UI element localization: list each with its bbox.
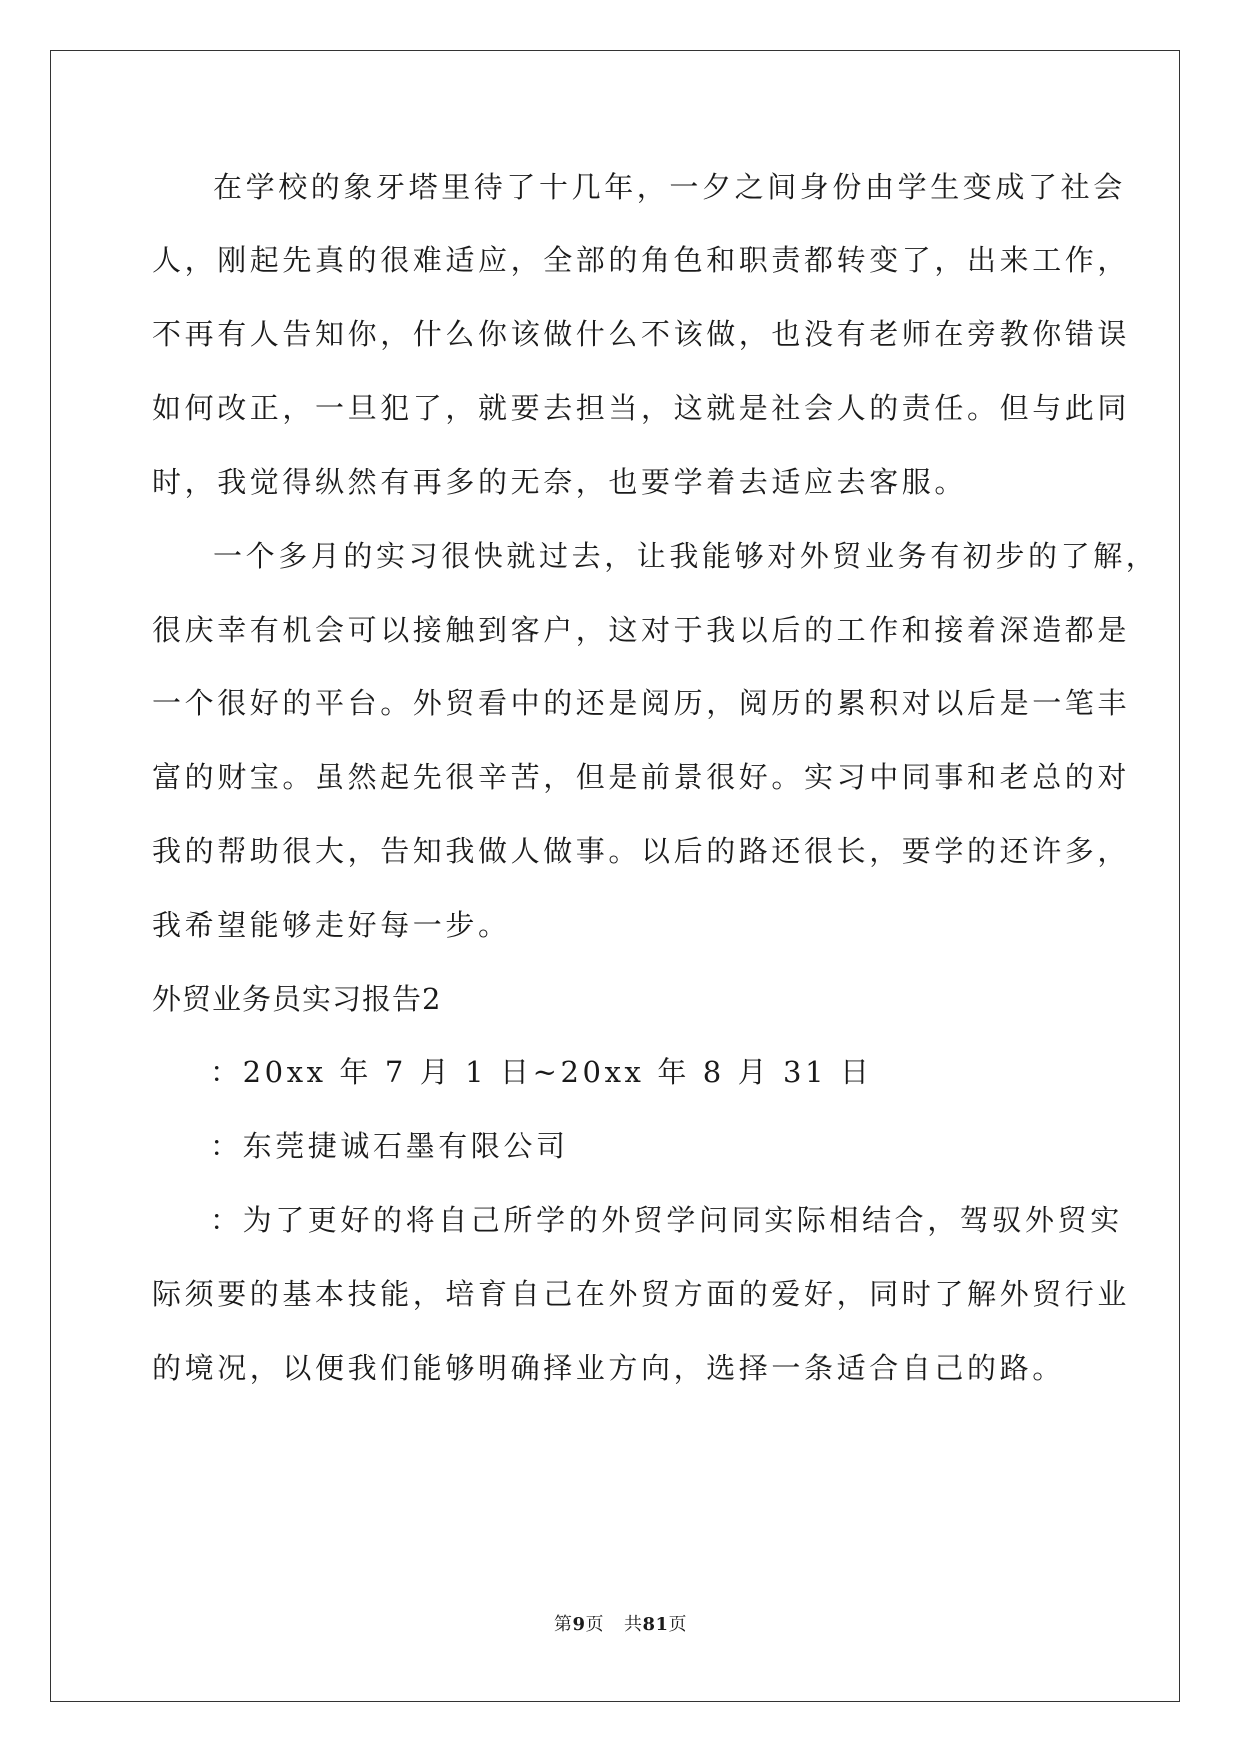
total-page-count: 81	[642, 1614, 669, 1635]
page-footer	[0, 1610, 1241, 1636]
footer-page-suffix: 页	[585, 1614, 604, 1635]
paragraph-2-line-3: 一个很好的平台。外贸看中的还是阅历，阅历的累积对以后是一笔丰	[152, 686, 1131, 720]
current-page-number: 9	[572, 1614, 586, 1635]
paragraph-3-line-2: 际须要的基本技能，培育自己在外贸方面的爱好，同时了解外贸行业	[152, 1277, 1131, 1311]
footer-prefix: 第	[553, 1614, 573, 1635]
paragraph-1-line-5: 时，我觉得纵然有再多的无奈，也要学着去适应去客服。	[152, 465, 968, 499]
section-heading: 外贸业务员实习报告2	[152, 982, 442, 1016]
paragraph-1-line-3: 不再有人告知你，什么你该做什么不该做，也没有老师在旁教你错误	[152, 317, 1131, 351]
paragraph-3-line-1: ：为了更好的将自己所学的外贸学问同实际相结合，驾驭外贸实	[210, 1203, 1123, 1237]
paragraph-2-line-6: 我希望能够走好每一步。	[152, 908, 511, 942]
page-border	[50, 50, 1180, 1702]
footer-total-prefix: 共	[623, 1614, 643, 1635]
paragraph-2-line-4: 富的财宝。虽然起先很辛苦，但是前景很好。实习中同事和老总的对	[152, 760, 1131, 794]
date-line: ：20xx 年 7 月 1 日~20xx 年 8 月 31 日	[210, 1055, 873, 1089]
paragraph-1-line-4: 如何改正，一旦犯了，就要去担当，这就是社会人的责任。但与此同	[152, 391, 1131, 425]
paragraph-1-line-2: 人，刚起先真的很难适应，全部的角色和职责都转变了，出来工作，	[152, 243, 1131, 277]
paragraph-3-line-3: 的境况，以便我们能够明确择业方向，选择一条适合自己的路。	[152, 1351, 1065, 1385]
paragraph-2-line-1: 一个多月的实习很快就过去，让我能够对外贸业务有初步的了解，	[213, 539, 1159, 573]
paragraph-2-line-2: 很庆幸有机会可以接触到客户，这对于我以后的工作和接着深造都是	[152, 613, 1131, 647]
paragraph-1-line-1: 在学校的象牙塔里待了十几年，一夕之间身份由学生变成了社会	[213, 170, 1126, 204]
company-line: ：东莞捷诚石墨有限公司	[210, 1129, 569, 1163]
footer-total-suffix: 页	[668, 1614, 688, 1635]
paragraph-2-line-5: 我的帮助很大，告知我做人做事。以后的路还很长，要学的还许多，	[152, 834, 1131, 868]
